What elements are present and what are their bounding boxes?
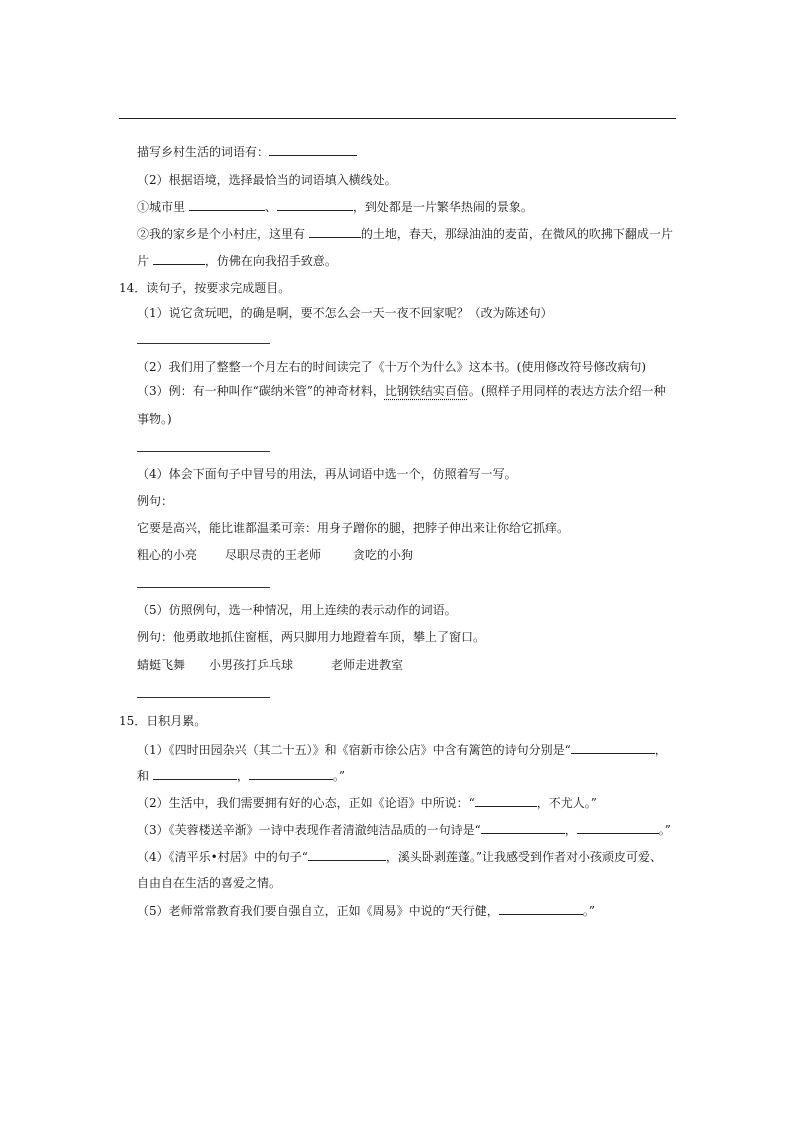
emphasized-text: 比钢铁结实百倍 <box>384 384 469 398</box>
word-option: 粗心的小亮 <box>137 548 198 562</box>
rural-words-label: 描写乡村生活的词语有： <box>137 145 270 159</box>
text: （4）《清平乐•村居》中的句子“ <box>137 850 308 864</box>
answer-blank[interactable] <box>153 252 205 265</box>
answer-blank[interactable] <box>189 198 265 211</box>
text: （1）《四时田园杂兴（其二十五）》和《宿新市徐公店》中含有篱笆的诗句分别是“ <box>137 743 571 757</box>
text: （3）《芙蓉楼送辛渐》一诗中表现作者清澈纯洁品质的一句诗是“ <box>137 823 481 837</box>
q14-2-prompt: （2）我们用了整整一个月左右的时间读完了《十万个为什么》这本书。(使用修改符号修改病句) <box>137 360 647 374</box>
q13-2-prompt: （2）根据语境，选择最恰当的词语填入横线处。 <box>137 173 397 187</box>
answer-blank[interactable] <box>571 741 655 754</box>
text: 和 <box>137 769 150 783</box>
q15-1-line-cont <box>137 767 345 784</box>
word-option: 老师走进教室 <box>331 658 404 672</box>
answer-line[interactable] <box>137 451 270 452</box>
answer-line[interactable] <box>137 343 270 344</box>
text: ②我的家乡是个小村庄，这里有 <box>137 227 306 241</box>
word-option: 贪吃的小狗 <box>353 548 414 562</box>
text: ，仿佛在向我招手致意。 <box>204 254 337 268</box>
word-option: 小男孩打乒乓球 <box>209 658 294 672</box>
text: 。” <box>658 823 671 837</box>
text: ，不尤人。” <box>536 796 597 810</box>
header-rule <box>119 118 676 119</box>
q14-5-prompt: （5）仿照例句，选一种情况，用上连续的表示动作的词语。 <box>137 603 457 617</box>
q15-4-line <box>137 848 662 865</box>
q14-title: 14．读句子，按要求完成题目。 <box>119 281 291 295</box>
text: （2）生活中，我们需要拥有好的心态，正如《论语》中所说：“ <box>137 796 475 810</box>
text: 。(照样子用同样的表达方法介绍一种 <box>468 384 666 398</box>
answer-blank[interactable] <box>309 225 361 238</box>
q14-3-prompt-cont: 事物。) <box>137 412 172 426</box>
example-label: 例句： <box>137 494 174 508</box>
text: （3）例：有一种叫作“碳纳米管”的神奇材料， <box>137 384 385 398</box>
q13-2-sentence-2 <box>137 225 673 242</box>
text: 片 <box>137 254 150 268</box>
answer-blank[interactable] <box>249 767 333 780</box>
text: ，到处都是一片繁华热闹的景象。 <box>352 200 533 214</box>
word-option: 尽职尽责的王老师 <box>225 548 322 562</box>
text: 、 <box>264 200 277 214</box>
text: 的土地，春天，那绿油油的麦苗，在微风的吹拂下翻成一片 <box>360 227 673 241</box>
q15-title: 15．日积月累。 <box>119 714 207 728</box>
answer-line[interactable] <box>137 587 270 588</box>
text: ， <box>564 823 577 837</box>
q15-3-line <box>137 821 671 838</box>
word-option: 蜻蜓飞舞 <box>137 658 186 672</box>
text: ， <box>236 769 249 783</box>
word-options-4 <box>137 547 413 563</box>
q15-1-line <box>137 741 667 758</box>
q15-5-line <box>137 902 595 919</box>
example-sentence-4: 它要是高兴，能比谁都温柔可亲：用身子蹭你的腿，把脖子伸出来让你给它抓痒。 <box>137 521 570 535</box>
q15-2-line <box>137 794 597 811</box>
word-options-5 <box>137 657 403 673</box>
text: 。” <box>332 769 345 783</box>
answer-blank[interactable] <box>481 821 565 834</box>
answer-blank[interactable] <box>308 848 386 861</box>
q15-4-line-cont: 自由自在生活的喜爱之情。 <box>137 876 282 890</box>
q14-1-prompt: （1）说它贪玩吧，的确是啊，要不怎么会一天一夜不回家呢？（改为陈述句） <box>137 306 553 320</box>
answer-blank[interactable] <box>277 198 353 211</box>
answer-line[interactable] <box>137 697 270 698</box>
answer-blank[interactable] <box>499 902 583 915</box>
text: 。” <box>582 904 595 918</box>
q13-2-sentence-2-cont <box>137 252 337 269</box>
text: ①城市里 <box>137 200 186 214</box>
q13-2-sentence-1 <box>137 198 533 215</box>
example-sentence-5: 例句：他勇敢地抓住窗框，两只脚用力地蹬着车顶，攀上了窗口。 <box>137 630 486 644</box>
q14-3-prompt <box>137 383 666 399</box>
answer-blank[interactable] <box>153 767 237 780</box>
answer-blank[interactable] <box>269 143 357 156</box>
rural-words-line <box>137 143 357 160</box>
text: ， <box>654 743 667 757</box>
text: ，溪头卧剥莲蓬。”让我感受到作者对小孩顽皮可爱、 <box>385 850 662 864</box>
q14-4-prompt: （4）体会下面句子中冒号的用法，再从词语中选一个，仿照着写一写。 <box>137 467 517 481</box>
answer-blank[interactable] <box>577 821 659 834</box>
answer-blank[interactable] <box>475 794 537 807</box>
text: （5）老师常常教育我们要自强自立，正如《周易》中说的“天行健， <box>137 904 499 918</box>
